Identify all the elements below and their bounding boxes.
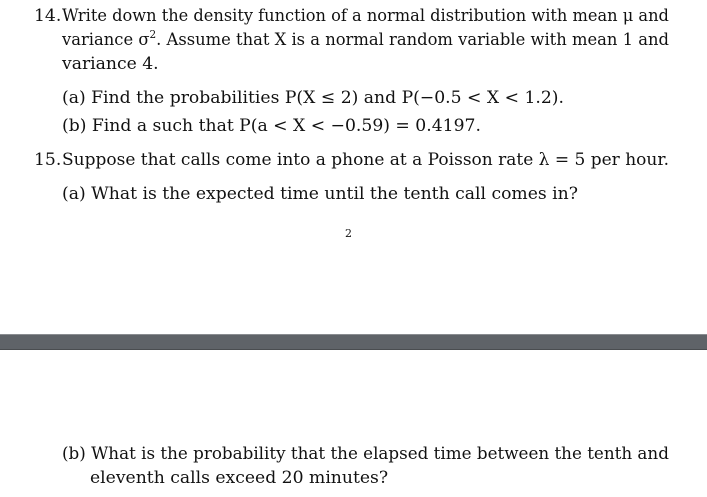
problem-14-line-2-post: . Assume that X is a normal random variable with mean 1 and bbox=[156, 30, 669, 50]
problem-15-line-1: Suppose that calls come into a phone at a Poisson rate λ = 5 per hour. bbox=[62, 150, 669, 170]
problem-14-line-3: variance 4. bbox=[62, 54, 159, 74]
problem-14a: (a) Find the probabilities P(X ≤ 2) and P(−0.5 < X < 1.2). bbox=[62, 88, 564, 108]
problem-14-line-2 bbox=[62, 29, 669, 51]
problem-14-number: 14. bbox=[34, 6, 62, 26]
problem-15a: (a) What is the expected time until the tenth call comes in? bbox=[62, 184, 578, 204]
page-separator bbox=[0, 334, 707, 350]
problem-14b: (b) Find a such that P(a < X < −0.59) = 0.4197. bbox=[62, 116, 481, 136]
problem-15b-line-1: (b) What is the probability that the elapsed time between the tenth and bbox=[62, 444, 669, 464]
problem-15-number: 15. bbox=[34, 150, 62, 170]
problem-14-line-1: Write down the density function of a normal distribution with mean μ and bbox=[62, 6, 669, 26]
document-page-bottom bbox=[0, 350, 707, 497]
page-number: 2 bbox=[345, 227, 352, 240]
problem-15b-line-2: eleventh calls exceed 20 minutes? bbox=[90, 468, 389, 488]
problem-14-line-2-pre: variance σ bbox=[62, 30, 150, 50]
problem-14-variance-exponent: 2 bbox=[149, 28, 157, 41]
